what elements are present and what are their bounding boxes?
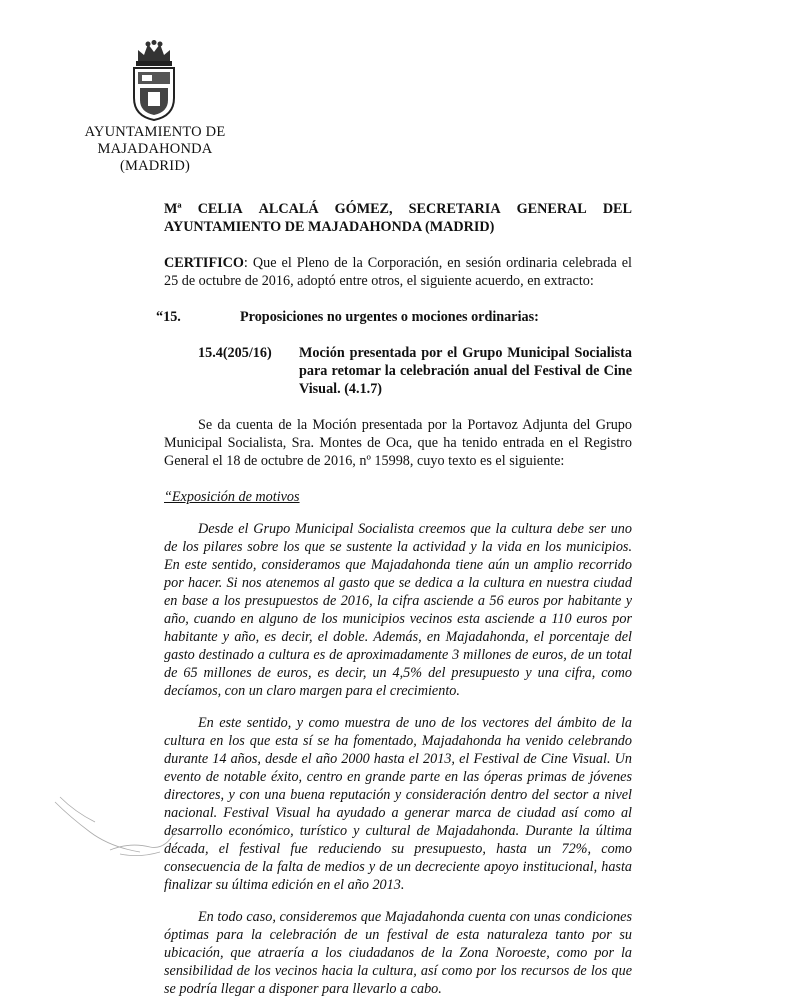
document-body — [156, 200, 632, 998]
secretary-title-line-1 — [164, 200, 632, 218]
motion-code: 15.4(205/16) — [198, 345, 272, 361]
body-paragraph-2: En este sentido, y como muestra de uno de los vectores del ámbito de la cultura en los que esta sí se ha fomentado, Majadahonda ha venido celebrando durante 14 años, desde el año 2000 hasta el 2013, el Festival de Cine Visual. Un evento de notable éxito, centro en grande parte en las óperas primas de jóvenes directores, y con una buena reputación y consideración dentro del sector a nivel nacional. Festival Visual ha ayudado a generar marca de ciudad así como al desarrollo económico, turístico y cultural de Majadahonda. Durante la última década, el festival fue reduciendo su presupuesto, hasta un 72%, como consecuencia de la falta de medios y de un decreciente apoyo institucional, hasta finalizar su última edición en el año 2013. — [164, 715, 632, 893]
secretary-word: DEL — [602, 201, 632, 217]
secretary-title — [164, 200, 632, 236]
secretary-title-line-2: AYUNTAMIENTO DE MAJADAHONDA (MADRID) — [164, 219, 495, 235]
secretary-word: CELIA — [197, 201, 243, 217]
motion-title: Moción presentada por el Grupo Municipal Socialista para retomar la celebración anual del Festival de Cine Visual. (4.1.7) — [299, 345, 632, 397]
organization-name — [60, 124, 250, 175]
section-title: Proposiciones no urgentes o mociones ordinarias: — [240, 309, 539, 325]
section-heading — [156, 308, 632, 326]
stamp-mark — [50, 792, 180, 862]
secretary-word: SECRETARIA — [408, 201, 501, 217]
secretary-word: ALCALÁ — [258, 201, 319, 217]
secretary-word: GÓMEZ, — [334, 201, 393, 217]
section-number: “15. — [156, 309, 181, 325]
body-paragraph-1: Desde el Grupo Municipal Socialista creemos que la cultura debe ser uno de los pilares sobre los que se sustente la actividad y la vida en los municipios. En este sentido, consideramos que Majadahonda tiene aún un amplio recorrido por hacer. Si nos atenemos al gasto que se dedica a la cultura en nuestra ciudad en base a los presupuestos de 2016, la cifra asciende a 56 euros por habitante y año, cuando en alguno de los municipios vecinos esta asciende a 110 euros por habitante y año, es decir, el doble. Además, en Majadahonda, el porcentaje del gasto destinado a cultura es de aproximadamente 3 millones de euros, de un total de 65 millones de euros, es decir, un 4,5% del presupuesto y una cifra, como decíamos, con un claro margen para el crecimiento. — [164, 521, 632, 699]
certifico-text: : Que el Pleno de la Corporación, en sesión ordinaria celebrada el 25 de octubre de 2016, adoptó entre otros, el siguiente acuerdo, en extracto: — [164, 255, 632, 289]
certifico-label: CERTIFICO — [164, 255, 244, 271]
certifico-paragraph — [164, 254, 632, 290]
coat-of-arms-icon — [124, 40, 184, 122]
exposicion-heading: “Exposición de motivos — [164, 489, 300, 505]
org-line-3: (MADRID) — [119, 158, 191, 174]
secretary-word: GENERAL — [516, 201, 587, 217]
secretary-word: Mª — [164, 201, 182, 217]
intro-paragraph: Se da cuenta de la Moción presentada por la Portavoz Adjunta del Grupo Municipal Socialista, Sra. Montes de Oca, que ha tenido entrada en el Registro General el 18 de octubre de 2016, nº 15998, cuyo texto es el siguiente: — [164, 417, 632, 469]
org-line-1: AYUNTAMIENTO DE — [84, 124, 226, 140]
motion-heading — [164, 344, 632, 398]
body-paragraph-3: En todo caso, consideremos que Majadahonda cuenta con unas condiciones óptimas para la celebración de un festival de esta naturaleza tanto por su ubicación, que atraería a los ciudadanos de la Zona Noroeste, como por la sensibilidad de los vecinos hacia la cultura, así como por los recursos de los que se podría llegar a disponer para llevarlo a cabo. — [164, 909, 632, 997]
org-line-2: MAJADAHONDA — [97, 141, 213, 157]
